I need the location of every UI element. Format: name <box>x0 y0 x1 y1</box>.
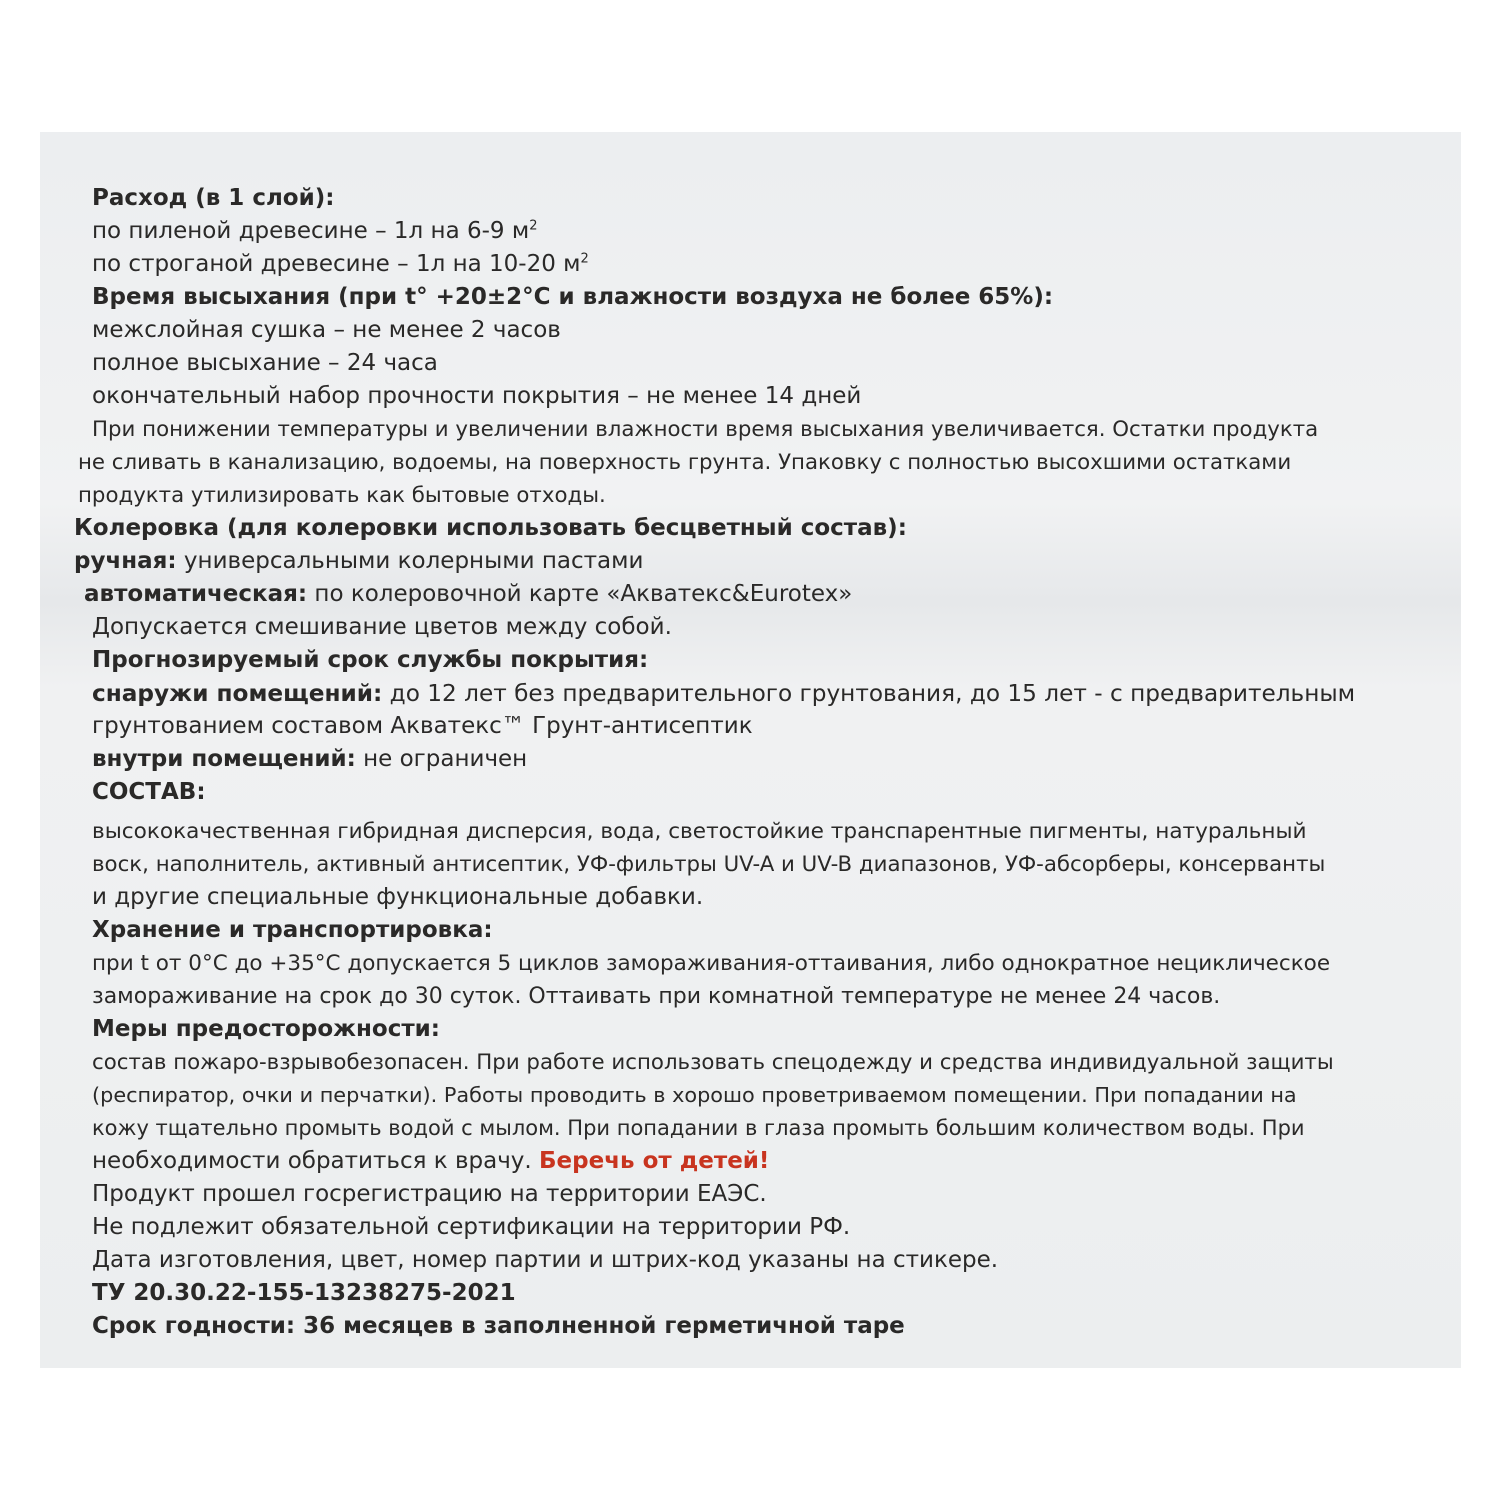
composition-line-2: воск, наполнитель, активный антисептик, УФ-фильтры UV-A и UV-B диапазонов, УФ-абсорберы, консерванты <box>92 852 1326 877</box>
product-label-sheet <box>40 132 1461 1368</box>
regulatory-shelf-life: Срок годности: 36 месяцев в заполненной герметичной таре <box>92 1313 905 1339</box>
drying-note-line-3: продукта утилизировать как бытовые отходы. <box>78 483 606 508</box>
composition-title: СОСТАВ: <box>92 779 206 805</box>
consumption-title: Расход (в 1 слой): <box>92 185 335 211</box>
regulatory-registration: Продукт прошел госрегистрацию на территории ЕАЭС. <box>92 1181 767 1207</box>
drying-strength: окончательный набор прочности покрытия – не менее 14 дней <box>92 383 862 409</box>
precautions-line-2: (респиратор, очки и перчатки). Работы проводить в хорошо проветриваемом помещении. При попадании на <box>92 1083 1297 1107</box>
superscript-2: 2 <box>580 251 589 267</box>
drying-title: Время высыхания (при t° +20±2°С и влажности воздуха не более 65%): <box>92 284 1054 310</box>
superscript-2: 2 <box>529 218 538 234</box>
drying-note-line-2: не сливать в канализацию, водоемы, на поверхность грунта. Упаковку с полностью высохшими остатками <box>78 450 1292 475</box>
storage-line-1: при t от 0°С до +35°С допускается 5 циклов замораживания-оттаивания, либо однократное нециклическое <box>92 951 1331 976</box>
composition-line-3: и другие специальные функциональные добавки. <box>92 884 704 910</box>
service-life-title: Прогнозируемый срок службы покрытия: <box>92 647 649 673</box>
precautions-line-4: необходимости обратиться к врачу. Беречь от детей! <box>92 1148 770 1174</box>
warning-keep-from-children: Беречь от детей! <box>539 1148 770 1174</box>
tinting-mixing: Допускается смешивание цветов между собой. <box>92 614 672 640</box>
label-text-block <box>74 182 1422 1343</box>
precautions-title: Меры предосторожности: <box>92 1016 440 1042</box>
service-life-outside-cont: грунтованием составом Акватекс™ Грунт-антисептик <box>92 713 753 739</box>
storage-line-2: замораживание на срок до 30 суток. Оттаивать при комнатной температуре не менее 24 часов. <box>92 984 1221 1009</box>
regulatory-sticker: Дата изготовления, цвет, номер партии и штрих-код указаны на стикере. <box>92 1247 999 1273</box>
drying-full: полное высыхание – 24 часа <box>92 350 438 376</box>
service-life-inside: внутри помещений: не ограничен <box>92 746 528 772</box>
drying-note-line-1: При понижении температуры и увеличении влажности время высыхания увеличивается. Остатки продукта <box>92 417 1319 442</box>
storage-title: Хранение и транспортировка: <box>92 917 493 943</box>
regulatory-certification: Не подлежит обязательной сертификации на территории РФ. <box>92 1214 851 1240</box>
service-life-outside: снаружи помещений: до 12 лет без предварительного грунтования, до 15 лет - с предварительным <box>92 680 1356 707</box>
precautions-line-1: состав пожаро-взрывобезопасен. При работе использовать спецодежду и средства индивидуальной защиты <box>92 1050 1334 1075</box>
drying-interlayer: межслойная сушка – не менее 2 часов <box>92 317 561 343</box>
consumption-planed: по строганой древесине – 1л на 10-20 $м^2$ <box>92 251 589 277</box>
composition-line-1: высококачественная гибридная дисперсия, вода, светостойкие транспарентные пигменты, натуральный <box>92 819 1307 844</box>
tinting-title: Колеровка (для колеровки использовать бесцветный состав): <box>74 515 907 541</box>
tinting-auto: автоматическая: по колеровочной карте «Акватекс&Eurotex» <box>84 581 853 607</box>
tinting-manual: ручная: универсальными колерными пастами <box>74 548 644 574</box>
consumption-sawn: по пиленой древесине – 1л на 6-9 $м^2$ <box>92 218 538 244</box>
precautions-line-3: кожу тщательно промыть водой с мылом. При попадании в глаза промыть большим количеством воды. При <box>92 1116 1305 1140</box>
regulatory-tu: ТУ 20.30.22-155-13238275-2021 <box>92 1280 516 1306</box>
